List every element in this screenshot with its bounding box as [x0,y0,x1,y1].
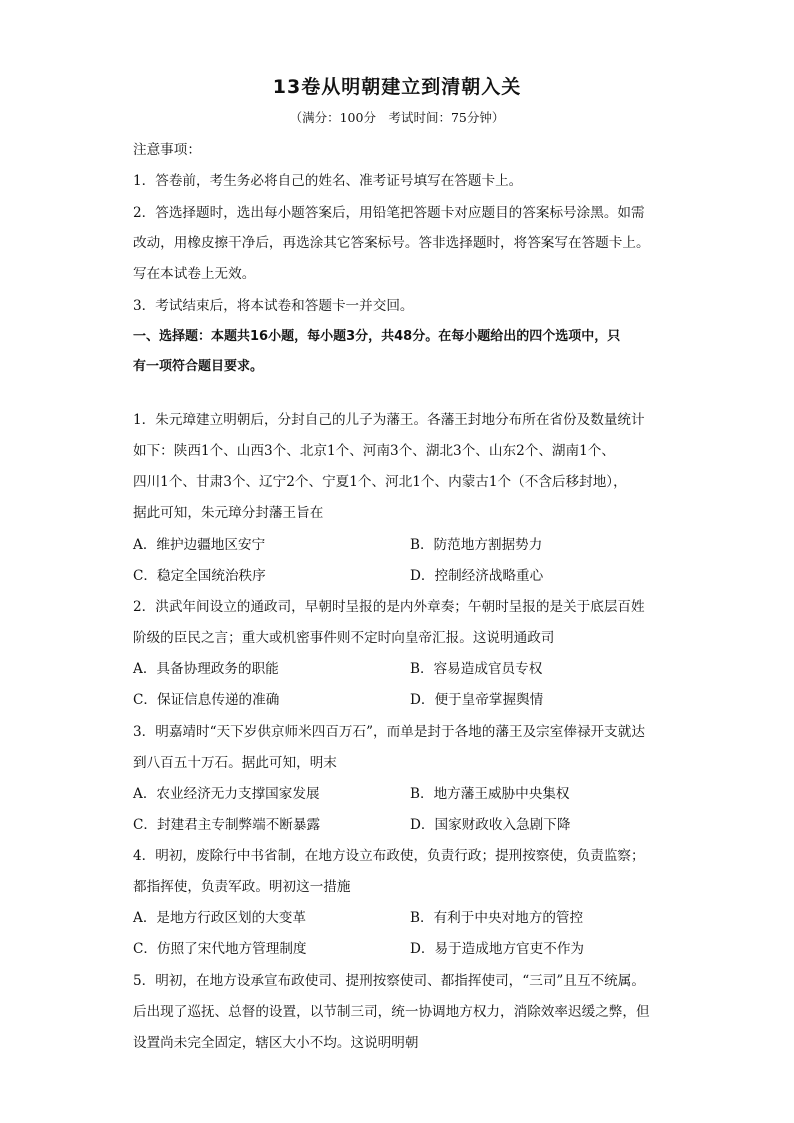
option-a: A．具备协理政务的职能 [133,661,279,677]
page-title: 13卷从明朝建立到清朝入关 [272,76,522,98]
notes-line: 1．答卷前，考生务必将自己的姓名、准考证号填写在答题卡上。 [133,173,523,189]
notes-line: 2．答选择题时，选出每小题答案后，用铅笔把答题卡对应题目的答案标号涂黑。如需 [133,205,645,221]
option-b: B．容易造成官员专权 [410,661,543,677]
question-stem: 都指挥使，负责军政。明初这一措施 [133,879,351,895]
question-stem: 阶级的臣民之言；重大或机密事件则不定时向皇帝汇报。这说明通政司 [133,630,555,646]
question-stem: 3．明嘉靖时“天下岁供京师米四百万石”，而单是封于各地的藩王及宗室俸禄开支就达 [133,724,645,740]
option-c: C．仿照了宋代地方管理制度 [133,941,307,957]
option-b: B．地方藩王威胁中央集权 [410,786,570,802]
exam-info: （满分：100分 考试时间：75分钟） [289,110,505,125]
question-stem: 2．洪武年间设立的通政司，早朝时呈报的是内外章奏；午朝时呈报的是关于底层百姓 [133,599,645,615]
option-b: B．防范地方割据势力 [410,537,543,553]
section-instruction: 有一项符合题目要求。 [133,359,264,374]
notes-line: 改动，用橡皮擦干净后，再选涂其它答案标号。答非选择题时，将答案写在答题卡上。 [133,235,650,251]
option-c: C．封建君主专制弊端不断暴露 [133,817,321,833]
question-stem: 四川1个、甘肃3个、辽宁2个、宁夏1个、河北1个、内蒙古1个（不含后移封地）， [133,474,627,490]
notes-line: 3．考试结束后，将本试卷和答题卡一并交回。 [133,298,414,314]
question-stem: 如下：陕西1个、山西3个、北京1个、河南3个、湖北3个、山东2个、湖南1个、 [133,443,615,459]
option-c: C．保证信息传递的准确 [133,692,280,708]
option-d: D．控制经济战略重心 [410,568,544,584]
question-stem: 1．朱元璋建立明朝后，分封自己的儿子为藩王。各藩王封地分布所在省份及数量统计 [133,412,645,428]
option-a: A．维护边疆地区安宁 [133,537,266,553]
notes-line: 写在本试卷上无效。 [133,266,256,282]
option-c: C．稳定全国统治秩序 [133,568,266,584]
question-stem: 到八百五十万石。据此可知，明末 [133,755,337,771]
question-stem: 设置尚未完全固定，辖区大小不均。这说明明朝 [133,1035,419,1051]
notes-heading: 注意事项： [133,142,201,158]
option-a: A．是地方行政区划的大变革 [133,910,306,926]
question-stem: 4．明初，废除行中书省制，在地方设立布政使，负责行政；提刑按察使，负责监察； [133,848,645,864]
question-stem: 后出现了巡抚、总督的设置，以节制三司，统一协调地方权力，消除效率迟缓之弊，但 [133,1004,650,1020]
option-d: D．易于造成地方官吏不作为 [410,941,585,957]
question-stem: 据此可知，朱元璋分封藩王旨在 [133,505,324,521]
question-stem: 5．明初，在地方设承宣布政使司、提刑按察使司、都指挥使司，“三司”且互不统属。 [133,973,645,989]
option-a: A．农业经济无力支撑国家发展 [133,786,320,802]
option-b: B．有利于中央对地方的管控 [410,910,584,926]
option-d: D．便于皇帝掌握舆情 [410,692,544,708]
section-instruction: 一、选择题：本题共16小题，每小题3分，共48分。在每小题给出的四个选项中，只 [133,329,621,344]
option-d: D．国家财政收入急剧下降 [410,817,571,833]
